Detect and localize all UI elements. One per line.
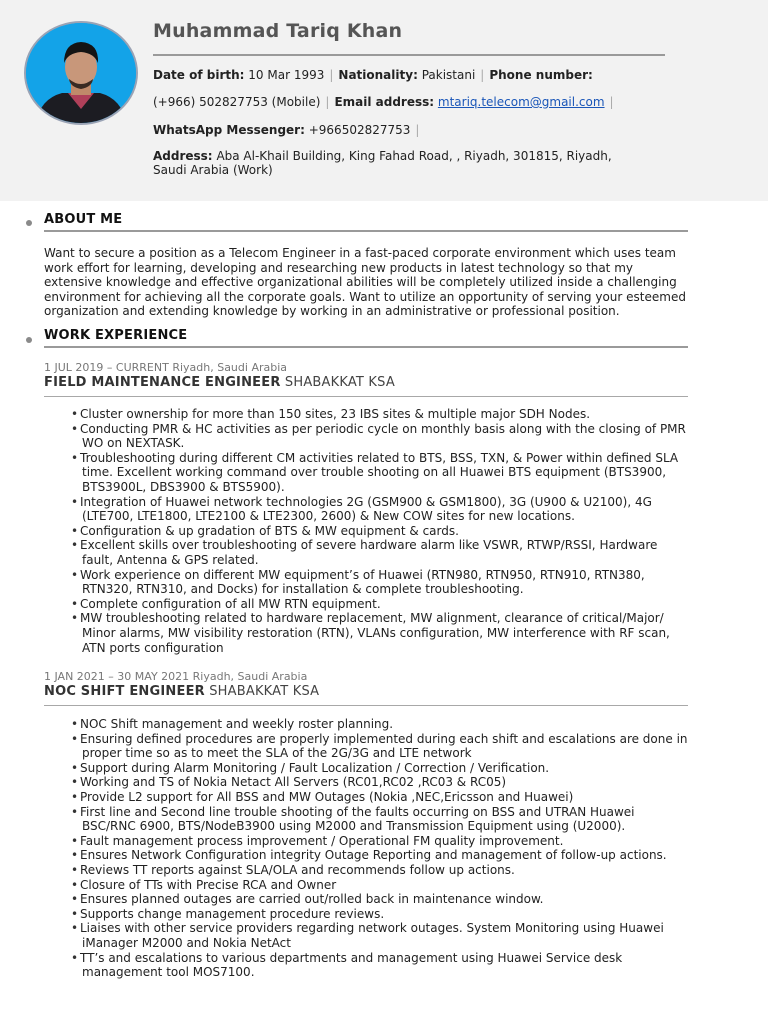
job-divider — [44, 705, 688, 706]
list-item: • Integration of Huawei network technologies 2G (GSM900 & GSM1800), 3G (U900 & U2100), 4G (LTE700, LTE1800, LTE2100 & LTE2300, 2600) & New COW sites for new locations. — [62, 495, 692, 524]
address-label: Address: — [153, 149, 213, 163]
list-item: • Liaises with other service providers regarding network outages. System Monitoring using Huawei iManager M2000 and Nokia NetAct — [62, 921, 692, 950]
list-item: • Excellent skills over troubleshooting of severe hardware alarm like VSWR, RTWP/RSSI, Hardware fault, Antenna & GPS related. — [62, 538, 692, 567]
contact-line-3 — [153, 123, 424, 137]
list-item: • Ensures Network Configuration integrity Outage Reporting and management of follow-up actions. — [62, 848, 692, 863]
work-section-title: WORK EXPERIENCE — [44, 328, 188, 343]
job-date: 1 JUL 2019 – CURRENT Riyadh, Saudi Arabia — [44, 361, 288, 374]
job-title — [44, 684, 319, 699]
list-item: • Reviews TT reports against SLA/OLA and recommends follow up actions. — [62, 863, 692, 878]
job-company: SHABAKKAT KSA — [209, 684, 320, 699]
separator: | — [325, 95, 330, 109]
list-item: • Provide L2 support for All BSS and MW Outages (Nokia ,NEC,Ericsson and Huawei) — [62, 790, 692, 805]
name-divider — [153, 54, 665, 56]
job-bullet-list — [62, 717, 692, 980]
section-bullet-icon — [26, 220, 32, 226]
list-item: • TT’s and escalations to various departments and management using Huawei Service desk management tool MOS7100. — [62, 951, 692, 980]
candidate-name: Muhammad Tariq Khan — [153, 20, 403, 42]
dob-label: Date of birth: — [153, 68, 245, 82]
email-label: Email address: — [334, 95, 435, 109]
profile-photo — [24, 21, 138, 125]
list-item: • Support during Alarm Monitoring / Fault Localization / Correction / Verification. — [62, 761, 692, 776]
job-divider — [44, 396, 688, 397]
job-title — [44, 375, 395, 390]
email-link[interactable]: mtariq.telecom@gmail.com — [437, 95, 605, 109]
list-item: • First line and Second line trouble shooting of the faults occurring on BSS and UTRAN Huawei BSC/RNC 6900, BTS/NodeB3900 using M2000 and Transmission Equipment using (U2000). — [62, 805, 692, 834]
about-divider — [44, 230, 688, 232]
list-item: • Ensures planned outages are carried out/rolled back in maintenance window. — [62, 892, 692, 907]
contact-line-1 — [153, 68, 593, 82]
address-value: Aba Al-Khail Building, King Fahad Road, , Riyadh, 301815, Riyadh, Saudi Arabia (Work) — [153, 149, 612, 177]
list-item: • Work experience on different MW equipment’s of Huawei (RTN980, RTN950, RTN910, RTN380, RTN320, RTN310, and Docks) for installation & complete troubleshooting. — [62, 568, 692, 597]
separator: | — [329, 68, 334, 82]
list-item: • Closure of TTs with Precise RCA and Owner — [62, 878, 692, 893]
whatsapp-label: WhatsApp Messenger: — [153, 123, 305, 137]
list-item: • Complete configuration of all MW RTN equipment. — [62, 597, 692, 612]
separator: | — [480, 68, 485, 82]
contact-line-2 — [153, 95, 619, 109]
list-item: • MW troubleshooting related to hardware replacement, MW alignment, clearance of critical/Major/ Minor alarms, MW visibility restoration (RTN), VLANs configuration, MW interference with RF scan, ATN ports configuration — [62, 611, 692, 655]
list-item: • Fault management process improvement / Operational FM quality improvement. — [62, 834, 692, 849]
about-text: Want to secure a position as a Telecom Engineer in a fast-paced corporate environment which uses team work effort for learning, developing and researching new products in latest technology so that my extensive knowledge and effective organizational abilities will be completely utilized inside a challenging environment for achieving all the corporate goals. Want to utilize an opportunity of serving your esteemed organization and extending knowledge by working in an administrative or professional position. — [44, 246, 686, 319]
address-block — [153, 149, 623, 177]
separator: | — [609, 95, 614, 109]
job-date: 1 JAN 2021 – 30 MAY 2021 Riyadh, Saudi Arabia — [44, 670, 308, 683]
list-item: • Conducting PMR & HC activities as per periodic cycle on monthly basis along with the closing of PMR WO on NEXTASK. — [62, 422, 692, 451]
list-item: • Supports change management procedure reviews. — [62, 907, 692, 922]
section-bullet-icon — [26, 337, 32, 343]
separator: | — [415, 123, 420, 137]
job-role: FIELD MAINTENANCE ENGINEER — [44, 375, 281, 390]
list-item: • Working and TS of Nokia Netact All Servers (RC01,RC02 ,RC03 & RC05) — [62, 775, 692, 790]
about-section-title: ABOUT ME — [44, 212, 123, 227]
nationality-value: Pakistani — [421, 68, 476, 82]
person-photo-icon — [26, 23, 136, 123]
list-item: • Cluster ownership for more than 150 sites, 23 IBS sites & multiple major SDH Nodes. — [62, 407, 692, 422]
list-item: • Troubleshooting during different CM activities related to BTS, BSS, TXN, & Power within defined SLA time. Excellent working command over trouble shooting on all Huawei BTS equipment (BTS3900, BTS3900L, DBS3900 & BTS5900). — [62, 451, 692, 495]
list-item: • Ensuring defined procedures are properly implemented during each shift and escalations are done in proper time so as to meet the SLA of the 2G/3G and LTE network — [62, 732, 692, 761]
job-company: SHABAKKAT KSA — [284, 375, 395, 390]
nationality-label: Nationality: — [338, 68, 418, 82]
list-item: • Configuration & up gradation of BTS & MW equipment & cards. — [62, 524, 692, 539]
job-bullet-list — [62, 407, 692, 655]
work-divider — [44, 346, 688, 348]
whatsapp-value: +966502827753 — [308, 123, 411, 137]
list-item: • NOC Shift management and weekly roster planning. — [62, 717, 692, 732]
phone-value: (+966) 502827753 (Mobile) — [153, 95, 321, 109]
job-role: NOC SHIFT ENGINEER — [44, 684, 205, 699]
dob-value: 10 Mar 1993 — [248, 68, 325, 82]
phone-label: Phone number: — [489, 68, 593, 82]
